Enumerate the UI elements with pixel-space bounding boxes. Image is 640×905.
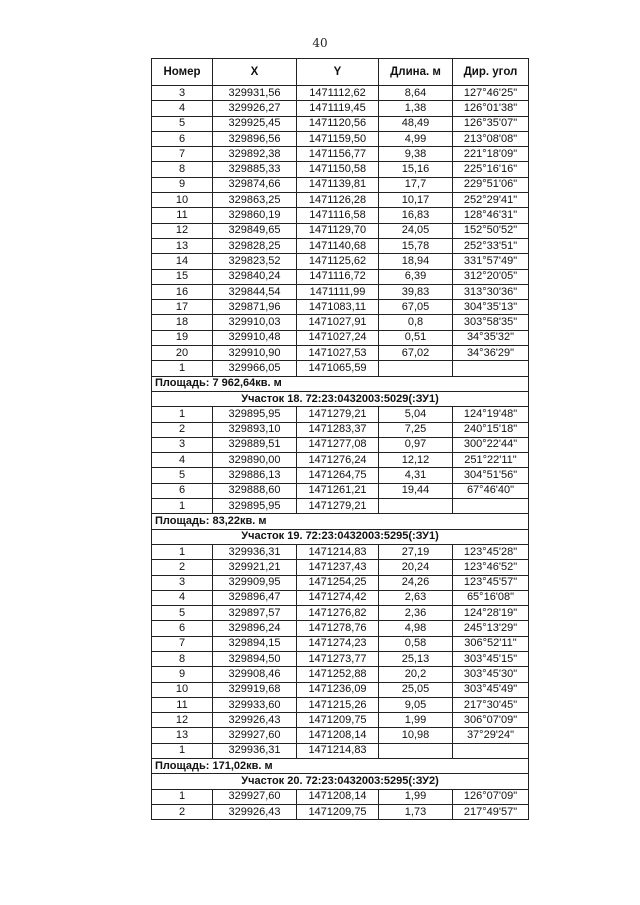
y-coordinate-cell: 1471276,24: [297, 453, 379, 468]
x-coordinate-cell: 329849,65: [213, 223, 297, 238]
length-cell: [379, 361, 453, 376]
x-coordinate-cell: 329926,27: [213, 101, 297, 116]
length-cell: 9,38: [379, 147, 453, 162]
table-row: [152, 254, 529, 269]
direction-angle-cell: 124°28'19": [453, 606, 529, 621]
length-cell: [379, 499, 453, 514]
table-row: [152, 162, 529, 177]
y-coordinate-cell: 1471276,82: [297, 606, 379, 621]
point-number-cell: 6: [152, 621, 213, 636]
length-cell: 4,98: [379, 621, 453, 636]
table-row: [152, 315, 529, 330]
point-number-cell: 4: [152, 453, 213, 468]
length-cell: 5,04: [379, 407, 453, 422]
direction-angle-cell: 221°18'09": [453, 147, 529, 162]
direction-angle-cell: 300°22'44": [453, 437, 529, 452]
table-row: [152, 177, 529, 192]
direction-angle-cell: 229°51'06": [453, 177, 529, 192]
point-number-cell: 15: [152, 269, 213, 284]
point-number-cell: 2: [152, 560, 213, 575]
y-coordinate-cell: 1471278,76: [297, 621, 379, 636]
direction-angle-cell: [453, 743, 529, 758]
x-coordinate-cell: 329895,95: [213, 407, 297, 422]
y-coordinate-cell: 1471237,43: [297, 560, 379, 575]
length-cell: 1,99: [379, 789, 453, 804]
y-coordinate-cell: 1471027,91: [297, 315, 379, 330]
direction-angle-cell: 123°45'28": [453, 544, 529, 559]
length-cell: 4,31: [379, 468, 453, 483]
y-coordinate-cell: 1471140,68: [297, 238, 379, 253]
x-coordinate-cell: 329925,45: [213, 116, 297, 131]
length-cell: 7,25: [379, 422, 453, 437]
point-number-cell: 6: [152, 131, 213, 146]
length-cell: 24,26: [379, 575, 453, 590]
table-row: [152, 697, 529, 712]
direction-angle-cell: 128°46'31": [453, 208, 529, 223]
table-row: [152, 621, 529, 636]
x-coordinate-cell: 329886,13: [213, 468, 297, 483]
x-coordinate-cell: 329823,52: [213, 254, 297, 269]
x-coordinate-cell: 329919,68: [213, 682, 297, 697]
y-coordinate-cell: 1471065,59: [297, 361, 379, 376]
x-coordinate-cell: 329888,60: [213, 483, 297, 498]
direction-angle-cell: [453, 499, 529, 514]
x-coordinate-cell: 329908,46: [213, 667, 297, 682]
point-number-cell: 5: [152, 468, 213, 483]
length-cell: 2,36: [379, 606, 453, 621]
direction-angle-cell: 312°20'05": [453, 269, 529, 284]
x-coordinate-cell: 329896,56: [213, 131, 297, 146]
table-row: [152, 483, 529, 498]
y-coordinate-cell: 1471116,72: [297, 269, 379, 284]
point-number-cell: 5: [152, 116, 213, 131]
direction-angle-cell: 251°22'11": [453, 453, 529, 468]
length-cell: 67,02: [379, 346, 453, 361]
direction-angle-cell: 331°57'49": [453, 254, 529, 269]
x-coordinate-cell: 329931,56: [213, 86, 297, 101]
length-cell: 20,2: [379, 667, 453, 682]
length-cell: 25,13: [379, 651, 453, 666]
length-cell: 9,05: [379, 697, 453, 712]
plot-section-row: [152, 774, 529, 789]
x-coordinate-cell: 329890,00: [213, 453, 297, 468]
y-coordinate-cell: 1471279,21: [297, 499, 379, 514]
x-coordinate-cell: 329894,15: [213, 636, 297, 651]
point-number-cell: 7: [152, 636, 213, 651]
x-coordinate-cell: 329892,38: [213, 147, 297, 162]
table-row: [152, 131, 529, 146]
direction-angle-cell: 37°29'24": [453, 728, 529, 743]
direction-angle-cell: 303°58'35": [453, 315, 529, 330]
x-coordinate-cell: 329926,43: [213, 804, 297, 819]
direction-angle-cell: [453, 361, 529, 376]
length-cell: 27,19: [379, 544, 453, 559]
point-number-cell: 1: [152, 544, 213, 559]
y-coordinate-cell: 1471083,11: [297, 300, 379, 315]
point-number-cell: 12: [152, 223, 213, 238]
point-number-cell: 11: [152, 697, 213, 712]
length-cell: 25,05: [379, 682, 453, 697]
plot-section-title: Участок 18. 72:23:0432003:5029(:ЗУ1): [152, 391, 529, 406]
table-row: [152, 101, 529, 116]
table-row: [152, 667, 529, 682]
point-number-cell: 9: [152, 667, 213, 682]
y-coordinate-cell: 1471261,21: [297, 483, 379, 498]
y-coordinate-cell: 1471139,81: [297, 177, 379, 192]
length-cell: [379, 743, 453, 758]
y-coordinate-cell: 1471274,42: [297, 590, 379, 605]
x-coordinate-cell: 329889,51: [213, 437, 297, 452]
direction-angle-cell: 123°45'57": [453, 575, 529, 590]
length-cell: 0,8: [379, 315, 453, 330]
table-row: [152, 346, 529, 361]
point-number-cell: 18: [152, 315, 213, 330]
length-cell: 24,05: [379, 223, 453, 238]
table-row: [152, 544, 529, 559]
point-number-cell: 6: [152, 483, 213, 498]
area-summary-row: [152, 514, 529, 529]
x-coordinate-cell: 329933,60: [213, 697, 297, 712]
direction-angle-cell: 217°30'45": [453, 697, 529, 712]
table-row: [152, 407, 529, 422]
table-row: [152, 499, 529, 514]
point-number-cell: 19: [152, 330, 213, 345]
plot-section-row: [152, 391, 529, 406]
length-cell: 67,05: [379, 300, 453, 315]
direction-angle-cell: 123°46'52": [453, 560, 529, 575]
direction-angle-cell: 303°45'49": [453, 682, 529, 697]
table-row: [152, 238, 529, 253]
table-row: [152, 330, 529, 345]
x-coordinate-cell: 329936,31: [213, 743, 297, 758]
point-number-cell: 4: [152, 101, 213, 116]
table-row: [152, 193, 529, 208]
x-coordinate-cell: 329844,54: [213, 284, 297, 299]
x-coordinate-cell: 329840,24: [213, 269, 297, 284]
y-coordinate-cell: 1471274,23: [297, 636, 379, 651]
y-coordinate-cell: 1471279,21: [297, 407, 379, 422]
plot-section-title: Участок 19. 72:23:0432003:5295(:ЗУ1): [152, 529, 529, 544]
point-number-cell: 1: [152, 789, 213, 804]
length-cell: 1,73: [379, 804, 453, 819]
x-coordinate-cell: 329896,47: [213, 590, 297, 605]
point-number-cell: 9: [152, 177, 213, 192]
area-summary-text: Площадь: 171,02кв. м: [152, 759, 529, 774]
area-summary-row: [152, 376, 529, 391]
table-row: [152, 651, 529, 666]
table-row: [152, 116, 529, 131]
y-coordinate-cell: 1471116,58: [297, 208, 379, 223]
direction-angle-cell: 34°36'29": [453, 346, 529, 361]
point-number-cell: 10: [152, 193, 213, 208]
direction-angle-cell: 240°15'18": [453, 422, 529, 437]
length-cell: 18,94: [379, 254, 453, 269]
table-row: [152, 590, 529, 605]
area-summary-text: Площадь: 7 962,64кв. м: [152, 376, 529, 391]
length-cell: 0,58: [379, 636, 453, 651]
y-coordinate-cell: 1471209,75: [297, 713, 379, 728]
x-coordinate-cell: 329921,21: [213, 560, 297, 575]
x-coordinate-cell: 329926,43: [213, 713, 297, 728]
point-number-cell: 13: [152, 728, 213, 743]
table-row: [152, 575, 529, 590]
table-row: [152, 300, 529, 315]
x-coordinate-cell: 329936,31: [213, 544, 297, 559]
point-number-cell: 8: [152, 651, 213, 666]
y-coordinate-cell: 1471156,77: [297, 147, 379, 162]
point-number-cell: 3: [152, 86, 213, 101]
header-direction: Дир. угол: [453, 59, 529, 86]
y-coordinate-cell: 1471159,50: [297, 131, 379, 146]
x-coordinate-cell: 329893,10: [213, 422, 297, 437]
table-row: [152, 682, 529, 697]
direction-angle-cell: 306°07'09": [453, 713, 529, 728]
x-coordinate-cell: 329897,57: [213, 606, 297, 621]
y-coordinate-cell: 1471208,14: [297, 728, 379, 743]
direction-angle-cell: 65°16'08": [453, 590, 529, 605]
table-row: [152, 453, 529, 468]
plot-section-row: [152, 529, 529, 544]
area-summary-text: Площадь: 83,22кв. м: [152, 514, 529, 529]
header-number: Номер: [152, 59, 213, 86]
y-coordinate-cell: 1471111,99: [297, 284, 379, 299]
length-cell: 10,17: [379, 193, 453, 208]
table-row: [152, 147, 529, 162]
x-coordinate-cell: 329927,60: [213, 728, 297, 743]
header-length: Длина. м: [379, 59, 453, 86]
y-coordinate-cell: 1471125,62: [297, 254, 379, 269]
length-cell: 15,78: [379, 238, 453, 253]
direction-angle-cell: 34°35'32": [453, 330, 529, 345]
point-number-cell: 8: [152, 162, 213, 177]
direction-angle-cell: 313°30'36": [453, 284, 529, 299]
table-row: [152, 86, 529, 101]
length-cell: 4,99: [379, 131, 453, 146]
table-row: [152, 606, 529, 621]
point-number-cell: 20: [152, 346, 213, 361]
y-coordinate-cell: 1471214,83: [297, 544, 379, 559]
length-cell: 1,38: [379, 101, 453, 116]
direction-angle-cell: 304°51'56": [453, 468, 529, 483]
table-row: [152, 713, 529, 728]
direction-angle-cell: 217°49'57": [453, 804, 529, 819]
length-cell: 15,16: [379, 162, 453, 177]
table-row: [152, 789, 529, 804]
y-coordinate-cell: 1471126,28: [297, 193, 379, 208]
table-row: [152, 284, 529, 299]
table-row: [152, 743, 529, 758]
length-cell: 10,98: [379, 728, 453, 743]
x-coordinate-cell: 329966,05: [213, 361, 297, 376]
y-coordinate-cell: 1471112,62: [297, 86, 379, 101]
direction-angle-cell: 127°46'25": [453, 86, 529, 101]
y-coordinate-cell: 1471264,75: [297, 468, 379, 483]
direction-angle-cell: 303°45'30": [453, 667, 529, 682]
direction-angle-cell: 126°01'38": [453, 101, 529, 116]
point-number-cell: 17: [152, 300, 213, 315]
x-coordinate-cell: 329909,95: [213, 575, 297, 590]
direction-angle-cell: 304°35'13": [453, 300, 529, 315]
y-coordinate-cell: 1471214,83: [297, 743, 379, 758]
x-coordinate-cell: 329895,95: [213, 499, 297, 514]
x-coordinate-cell: 329863,25: [213, 193, 297, 208]
table-row: [152, 208, 529, 223]
y-coordinate-cell: 1471129,70: [297, 223, 379, 238]
length-cell: 2,63: [379, 590, 453, 605]
table-row: [152, 269, 529, 284]
x-coordinate-cell: 329910,48: [213, 330, 297, 345]
x-coordinate-cell: 329874,66: [213, 177, 297, 192]
y-coordinate-cell: 1471208,14: [297, 789, 379, 804]
point-number-cell: 1: [152, 499, 213, 514]
y-coordinate-cell: 1471119,45: [297, 101, 379, 116]
header-x: X: [213, 59, 297, 86]
point-number-cell: 3: [152, 575, 213, 590]
point-number-cell: 4: [152, 590, 213, 605]
length-cell: 6,39: [379, 269, 453, 284]
point-number-cell: 11: [152, 208, 213, 223]
point-number-cell: 5: [152, 606, 213, 621]
table-row: [152, 422, 529, 437]
y-coordinate-cell: 1471027,24: [297, 330, 379, 345]
x-coordinate-cell: 329910,03: [213, 315, 297, 330]
table-row: [152, 560, 529, 575]
header-y: Y: [297, 59, 379, 86]
coordinates-table: [151, 58, 529, 820]
direction-angle-cell: 67°46'40": [453, 483, 529, 498]
plot-section-title: Участок 20. 72:23:0432003:5295(:ЗУ2): [152, 774, 529, 789]
length-cell: 19,44: [379, 483, 453, 498]
x-coordinate-cell: 329896,24: [213, 621, 297, 636]
x-coordinate-cell: 329894,50: [213, 651, 297, 666]
direction-angle-cell: 126°35'07": [453, 116, 529, 131]
length-cell: 1,99: [379, 713, 453, 728]
page-number: 40: [312, 36, 328, 50]
y-coordinate-cell: 1471254,25: [297, 575, 379, 590]
direction-angle-cell: 252°33'51": [453, 238, 529, 253]
y-coordinate-cell: 1471283,37: [297, 422, 379, 437]
y-coordinate-cell: 1471027,53: [297, 346, 379, 361]
x-coordinate-cell: 329885,33: [213, 162, 297, 177]
y-coordinate-cell: 1471252,88: [297, 667, 379, 682]
length-cell: 17,7: [379, 177, 453, 192]
point-number-cell: 7: [152, 147, 213, 162]
table-row: [152, 728, 529, 743]
direction-angle-cell: 126°07'09": [453, 789, 529, 804]
length-cell: 0,51: [379, 330, 453, 345]
y-coordinate-cell: 1471215,26: [297, 697, 379, 712]
y-coordinate-cell: 1471273,77: [297, 651, 379, 666]
y-coordinate-cell: 1471236,09: [297, 682, 379, 697]
point-number-cell: 1: [152, 361, 213, 376]
direction-angle-cell: 245°13'29": [453, 621, 529, 636]
x-coordinate-cell: 329871,96: [213, 300, 297, 315]
point-number-cell: 16: [152, 284, 213, 299]
table-row: [152, 468, 529, 483]
point-number-cell: 2: [152, 804, 213, 819]
length-cell: 48,49: [379, 116, 453, 131]
table-row: [152, 804, 529, 819]
y-coordinate-cell: 1471277,08: [297, 437, 379, 452]
direction-angle-cell: 152°50'52": [453, 223, 529, 238]
y-coordinate-cell: 1471209,75: [297, 804, 379, 819]
table-row: [152, 223, 529, 238]
length-cell: 8,64: [379, 86, 453, 101]
point-number-cell: 10: [152, 682, 213, 697]
length-cell: 16,83: [379, 208, 453, 223]
length-cell: 12,12: [379, 453, 453, 468]
direction-angle-cell: 225°16'16": [453, 162, 529, 177]
x-coordinate-cell: 329910,90: [213, 346, 297, 361]
direction-angle-cell: 213°08'08": [453, 131, 529, 146]
table-row: [152, 361, 529, 376]
area-summary-row: [152, 759, 529, 774]
direction-angle-cell: 306°52'11": [453, 636, 529, 651]
table-row: [152, 437, 529, 452]
length-cell: 20,24: [379, 560, 453, 575]
x-coordinate-cell: 329860,19: [213, 208, 297, 223]
point-number-cell: 13: [152, 238, 213, 253]
point-number-cell: 14: [152, 254, 213, 269]
point-number-cell: 12: [152, 713, 213, 728]
direction-angle-cell: 252°29'41": [453, 193, 529, 208]
table-body: [152, 86, 529, 820]
point-number-cell: 1: [152, 743, 213, 758]
y-coordinate-cell: 1471120,56: [297, 116, 379, 131]
table-header: [152, 59, 529, 86]
table-row: [152, 636, 529, 651]
length-cell: 39,83: [379, 284, 453, 299]
direction-angle-cell: 124°19'48": [453, 407, 529, 422]
length-cell: 0,97: [379, 437, 453, 452]
x-coordinate-cell: 329828,25: [213, 238, 297, 253]
direction-angle-cell: 303°45'15": [453, 651, 529, 666]
point-number-cell: 2: [152, 422, 213, 437]
y-coordinate-cell: 1471150,58: [297, 162, 379, 177]
point-number-cell: 3: [152, 437, 213, 452]
x-coordinate-cell: 329927,60: [213, 789, 297, 804]
point-number-cell: 1: [152, 407, 213, 422]
